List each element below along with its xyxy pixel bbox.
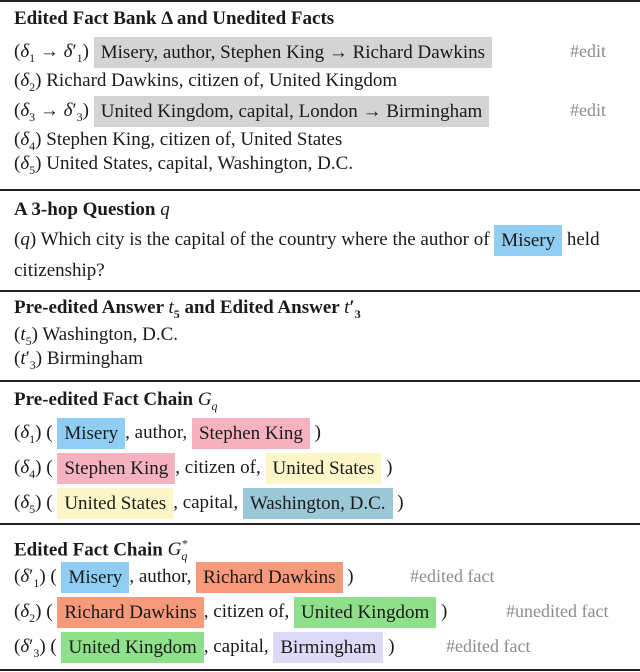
section-title: A 3-hop Question q xyxy=(14,199,170,220)
edited-fact-tag: #edited fact xyxy=(410,566,495,586)
question-section xyxy=(14,199,634,286)
subject-highlight: United Kingdom xyxy=(61,632,203,663)
edit-tag: #edit xyxy=(570,41,606,61)
object-highlight: Washington, D.C. xyxy=(243,488,393,519)
fact-id: $(\delta_3 \to \delta'_3)$ xyxy=(14,100,89,124)
fact-row xyxy=(14,128,634,152)
fact-id: $(\delta_4)$ xyxy=(14,129,42,153)
subject-highlight: United States xyxy=(57,488,173,519)
divider xyxy=(0,669,640,671)
divider xyxy=(0,189,640,191)
edited-fact-highlight: Misery, author, Stephen King → Richard Dawkins xyxy=(94,37,492,68)
chain-row: $(\delta_2)$ ( Richard Dawkins , citizen of, United Kingdom ) #unedited fact xyxy=(14,594,634,629)
edited-fact-tag: #edited fact xyxy=(446,636,531,656)
fact-text: United States, capital, Washington, D.C. xyxy=(46,153,354,174)
pre-chain-section xyxy=(14,389,634,520)
divider xyxy=(0,290,640,292)
answer-row: $(t'_3)$ Birmingham xyxy=(14,348,143,372)
section-title: Edited Fact Bank Δ and Unedited Facts xyxy=(14,8,335,29)
object-highlight: Richard Dawkins xyxy=(196,562,342,593)
subject-highlight: Misery xyxy=(57,418,125,449)
edited-fact-highlight: United Kingdom, capital, London → Birmingham xyxy=(94,96,490,127)
entity-highlight: Misery xyxy=(494,225,562,256)
object-highlight: United States xyxy=(266,453,382,484)
fact-text: Richard Dawkins, citizen of, United Kingdom xyxy=(46,70,398,91)
fact-id: $(\delta_1 \to \delta'_1)$ xyxy=(14,41,89,65)
answer-row: $(t_5)$ Washington, D.C. xyxy=(14,324,179,348)
divider xyxy=(0,0,640,2)
object-highlight: United Kingdom xyxy=(294,597,436,628)
object-highlight: Stephen King xyxy=(192,418,310,449)
chain-row: $(\delta'_3)$ ( United Kingdom , capital, Birmingham ) #edited fact xyxy=(14,629,634,664)
fact-row xyxy=(14,34,634,69)
section-title: Pre-edited Fact Chain $G_q$ xyxy=(14,389,218,413)
divider xyxy=(0,380,640,382)
section-title: Pre-edited Answer $t_5$ and Edited Answer $t'_3$ xyxy=(14,297,361,321)
section-title: Edited Fact Chain $G^*_q$ xyxy=(14,537,188,564)
fact-text: Stephen King, citizen of, United States xyxy=(46,129,343,150)
chain-row: $(\delta_4)$ ( Stephen King , citizen of, United States ) xyxy=(14,450,634,485)
fact-id: $(\delta_5)$ xyxy=(14,153,42,177)
fact-row xyxy=(14,93,634,128)
fact-bank-section xyxy=(14,8,634,176)
fact-row xyxy=(14,69,634,93)
fact-row xyxy=(14,152,634,176)
chain-row: $(\delta'_1)$ ( Misery , author, Richard Dawkins ) #edited fact xyxy=(14,559,634,594)
divider xyxy=(0,523,640,525)
chain-row: $(\delta_5)$ ( United States , capital, Washington, D.C. ) xyxy=(14,485,634,520)
answers-section xyxy=(14,297,634,371)
subject-highlight: Misery xyxy=(61,562,129,593)
fact-id: $(\delta_2)$ xyxy=(14,70,42,94)
edit-tag: #edit xyxy=(570,100,606,120)
subject-highlight: Richard Dawkins xyxy=(57,597,203,628)
unedited-fact-tag: #unedited fact xyxy=(506,601,609,621)
object-highlight: Birmingham xyxy=(273,632,383,663)
chain-row: $(\delta_1)$ ( Misery , author, Stephen King ) xyxy=(14,415,634,450)
edited-chain-section xyxy=(14,533,634,664)
subject-highlight: Stephen King xyxy=(57,453,175,484)
question-text: (q) Which city is the capital of the country where the author of Misery held citizenship? xyxy=(14,225,634,286)
